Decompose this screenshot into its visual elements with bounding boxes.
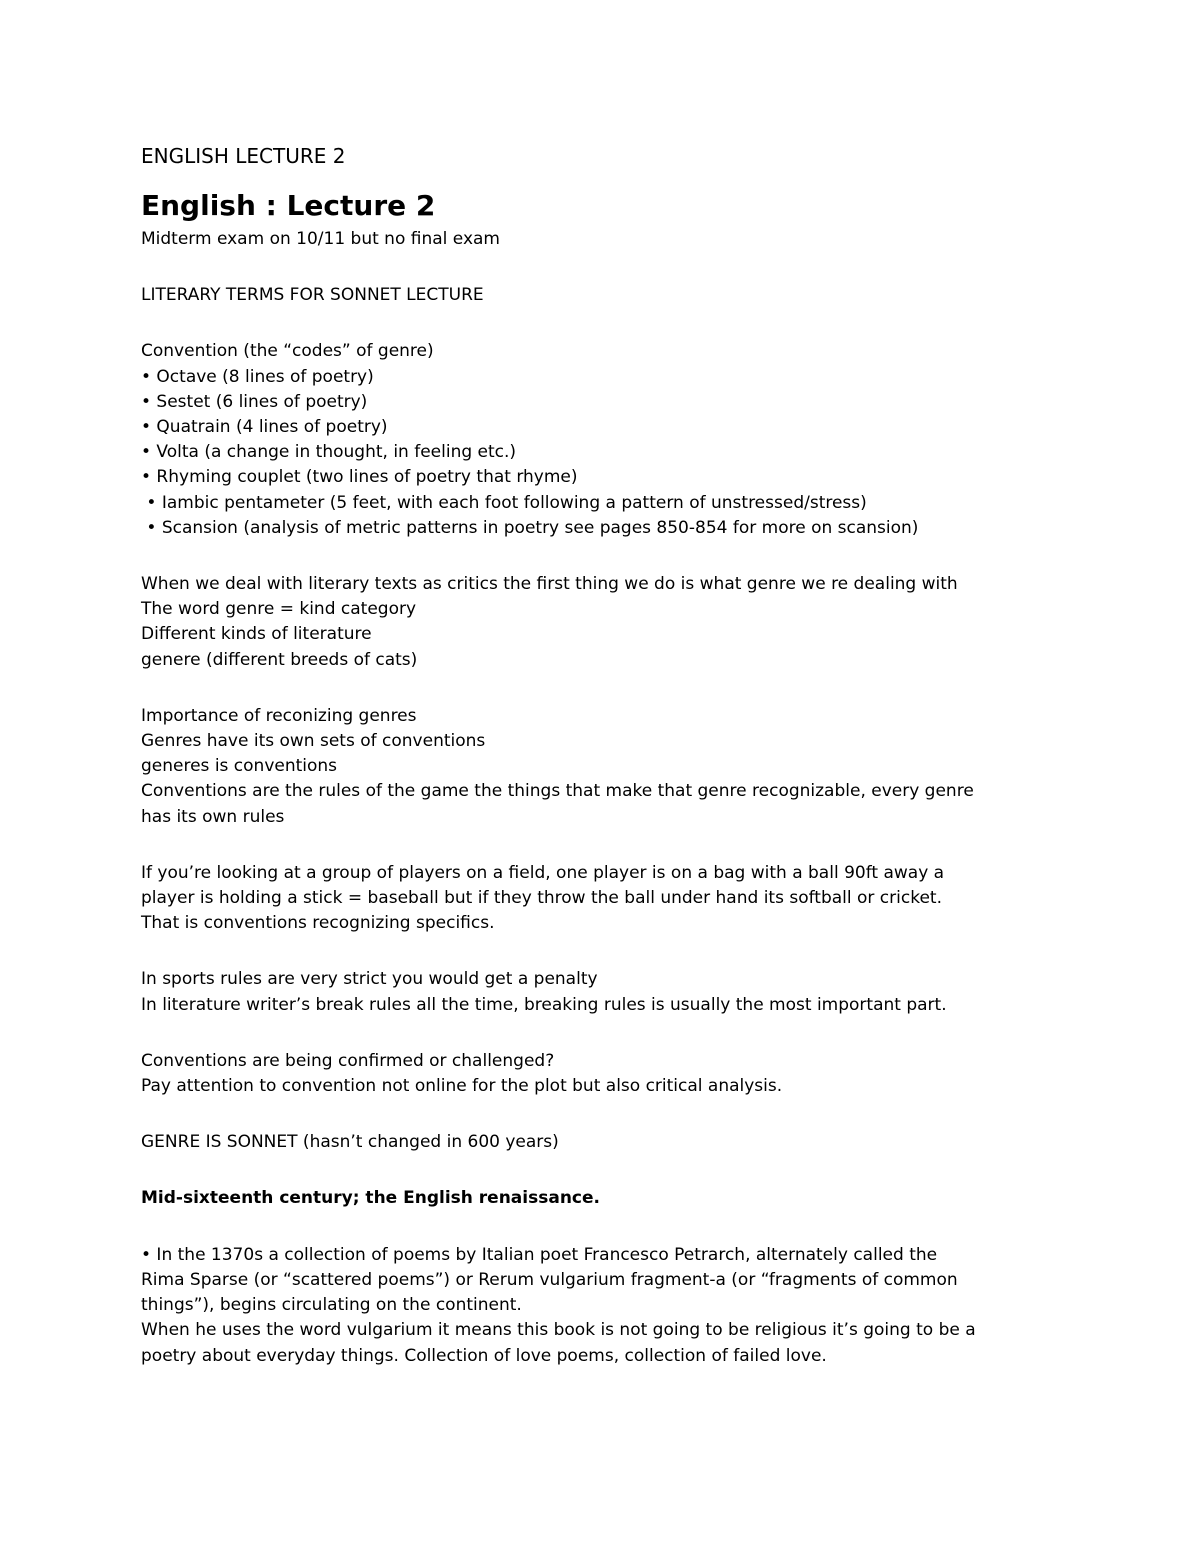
paragraph bbox=[141, 283, 1071, 308]
paragraph bbox=[141, 1243, 1071, 1369]
text-line: The word genre = kind category bbox=[141, 599, 417, 620]
bullet-line: • Iambic pentameter (5 feet, with each foot following a pattern of unstressed/stress) bbox=[141, 492, 867, 513]
bullet-line: • Octave (8 lines of poetry) bbox=[141, 366, 374, 387]
text-line: Midterm exam on 10/11 but no final exam bbox=[141, 229, 500, 249]
text-line: GENRE IS SONNET (hasn’t changed in 600 years) bbox=[141, 1132, 559, 1153]
paragraph-gap bbox=[141, 1099, 1071, 1130]
paragraph-gap bbox=[141, 1018, 1071, 1049]
text-line: In sports rules are very strict you would get a penalty bbox=[141, 969, 598, 990]
text-line: has its own rules bbox=[141, 806, 285, 827]
paragraph bbox=[141, 861, 1071, 937]
paragraph bbox=[141, 1049, 1071, 1099]
paragraph-gap bbox=[141, 252, 1071, 283]
paragraph bbox=[141, 572, 1071, 673]
paragraph-gap bbox=[141, 1155, 1071, 1186]
bullet-line: • Sestet (6 lines of poetry) bbox=[141, 391, 368, 412]
text-line: poetry about everyday things. Collection of love poems, collection of failed love. bbox=[141, 1345, 827, 1366]
bullet-line: • Volta (a change in thought, in feeling etc.) bbox=[141, 442, 517, 463]
bullet-line: • Rhyming couplet (two lines of poetry that rhyme) bbox=[141, 467, 578, 488]
paragraph-gap bbox=[141, 936, 1071, 967]
text-line: player is holding a stick = baseball but if they throw the ball under hand its softball or cricket. bbox=[141, 888, 942, 909]
bullet-line: • In the 1370s a collection of poems by Italian poet Francesco Petrarch, alternately called the bbox=[141, 1244, 938, 1265]
paragraph bbox=[141, 1186, 1071, 1211]
text-line: When we deal with literary texts as critics the first thing we do is what genre we re dealing with bbox=[141, 574, 958, 595]
text-line: Different kinds of literature bbox=[141, 624, 372, 645]
text-line: That is conventions recognizing specifics. bbox=[141, 913, 495, 934]
text-line: Convention (the “codes” of genre) bbox=[141, 341, 434, 362]
bullet-line: • Quatrain (4 lines of poetry) bbox=[141, 417, 388, 438]
paragraph bbox=[141, 1130, 1071, 1155]
text-line: When he uses the word vulgarium it means this book is not going to be religious it’s going to be a bbox=[141, 1320, 976, 1341]
text-line: things”), begins circulating on the continent. bbox=[141, 1295, 522, 1316]
text-line: genere (different breeds of cats) bbox=[141, 649, 418, 670]
text-line: Mid-sixteenth century; the English renaissance. bbox=[141, 1188, 600, 1209]
text-line: In literature writer’s break rules all the time, breaking rules is usually the most important part. bbox=[141, 994, 947, 1015]
document-title: English : Lecture 2 bbox=[141, 189, 436, 222]
paragraph bbox=[141, 339, 1071, 541]
paragraph-gap bbox=[141, 830, 1071, 861]
paragraph-gap bbox=[141, 308, 1071, 339]
bullet-line: • Scansion (analysis of metric patterns in poetry see pages 850-854 for more on scansion) bbox=[141, 517, 919, 538]
paragraph bbox=[141, 227, 1071, 252]
paragraph-gap bbox=[141, 673, 1071, 704]
text-line: Conventions are being confirmed or challenged? bbox=[141, 1050, 555, 1071]
document-body bbox=[141, 227, 1071, 1369]
text-line: LITERARY TERMS FOR SONNET LECTURE bbox=[141, 285, 484, 306]
paragraph bbox=[141, 967, 1071, 1017]
text-line: generes is conventions bbox=[141, 756, 338, 777]
text-line: Importance of reconizing genres bbox=[141, 705, 417, 726]
text-line: Genres have its own sets of conventions bbox=[141, 731, 486, 752]
paragraph bbox=[141, 704, 1071, 830]
document-header: ENGLISH LECTURE 2 bbox=[141, 144, 346, 168]
text-line: If you’re looking at a group of players on a field, one player is on a bag with a ball 90ft away a bbox=[141, 862, 945, 883]
paragraph-gap bbox=[141, 1212, 1071, 1243]
text-line: Conventions are the rules of the game the things that make that genre recognizable, every genre bbox=[141, 781, 974, 802]
text-line: Pay attention to convention not online for the plot but also critical analysis. bbox=[141, 1076, 783, 1097]
text-line: Rima Sparse (or “scattered poems”) or Rerum vulgarium fragment-a (or “fragments of common bbox=[141, 1269, 958, 1290]
paragraph-gap bbox=[141, 541, 1071, 572]
